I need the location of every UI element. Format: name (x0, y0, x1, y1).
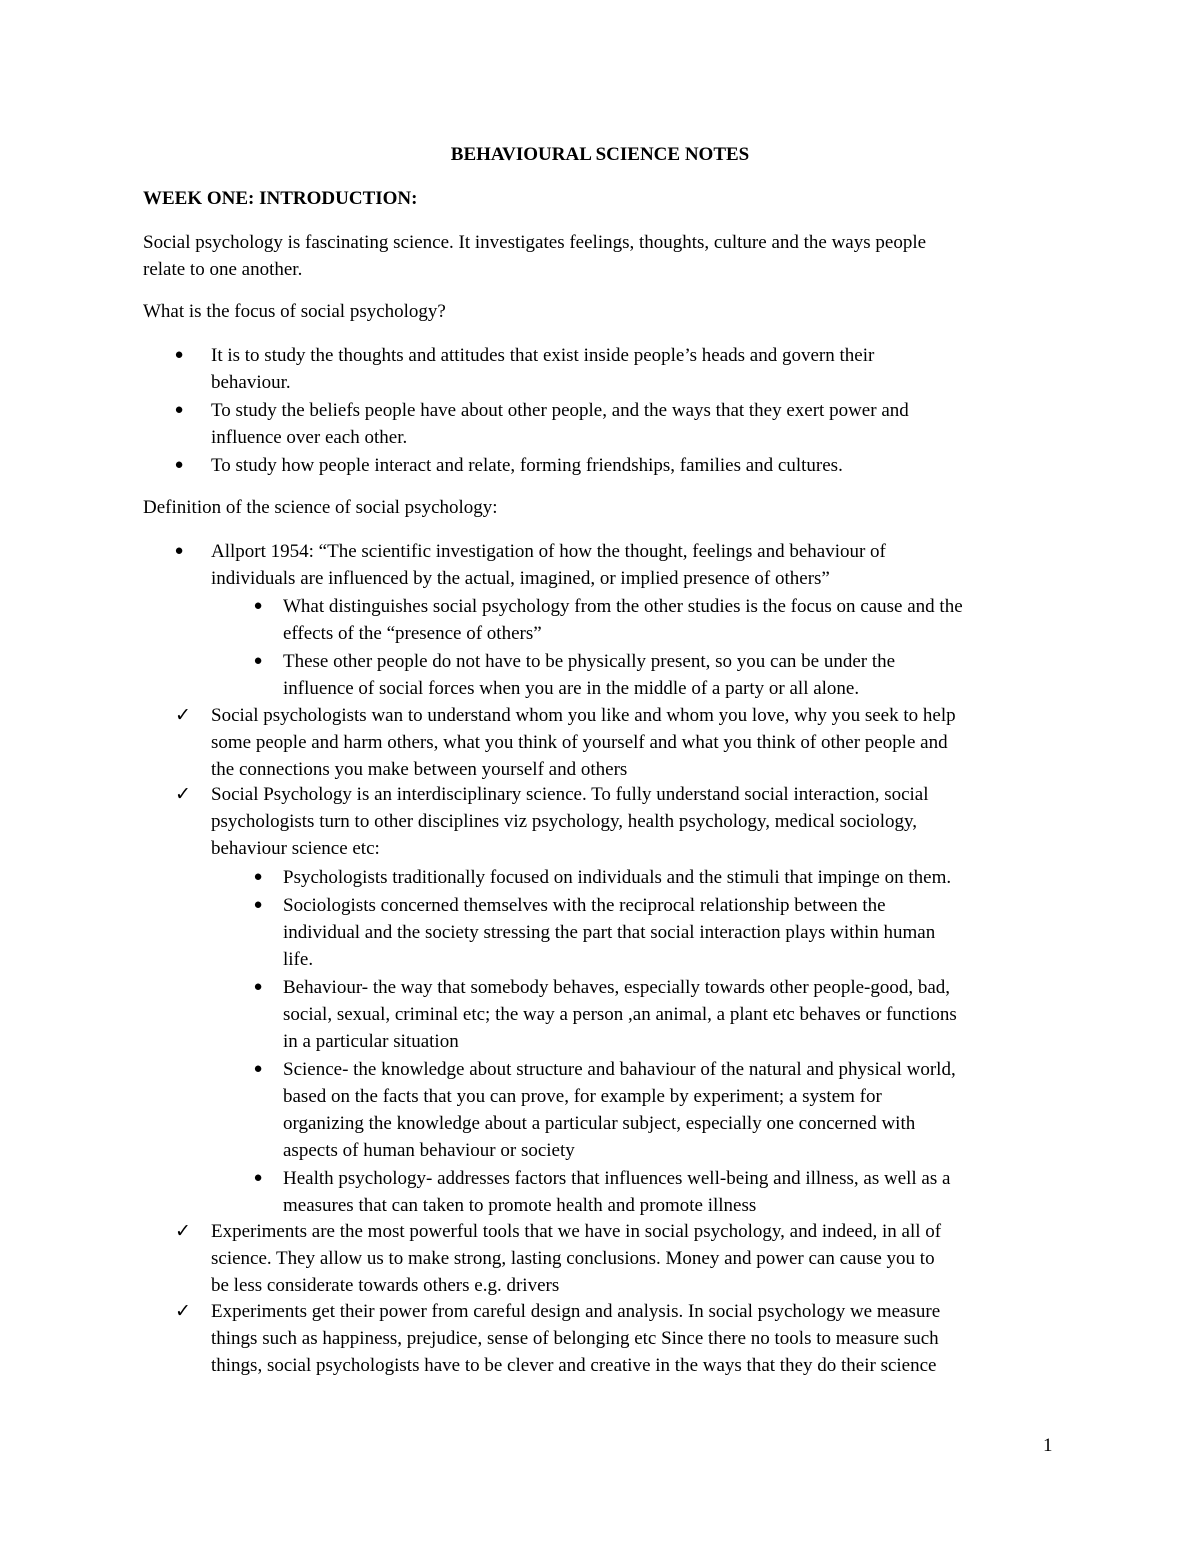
focus-question: What is the focus of social psychology? (143, 301, 446, 322)
check-item: Social psychologists wan to understand whom you like and whom you love, why you seek to help (211, 705, 956, 726)
intro-line: relate to one another. (143, 259, 303, 280)
sub-list-item: life. (283, 949, 314, 970)
bullet-icon: ● (253, 653, 263, 669)
sub-list-item: These other people do not have to be physically present, so you can be under the (283, 651, 896, 672)
check-item: be less considerate towards others e.g. drivers (211, 1275, 560, 1296)
checkmark-icon: ✓ (175, 784, 191, 805)
sub-list-item: What distinguishes social psychology from the other studies is the focus on cause and the (283, 596, 963, 617)
page-number: 1 (1043, 1435, 1053, 1456)
checkmark-icon: ✓ (175, 1221, 191, 1242)
bullet-icon: ● (174, 457, 184, 473)
bullet-icon: ● (253, 897, 263, 913)
sub-list-item: Psychologists traditionally focused on individuals and the stimuli that impinge on them. (283, 867, 952, 888)
check-item: behaviour science etc: (211, 838, 380, 859)
sub-list-item: Science- the knowledge about structure and bahaviour of the natural and physical world, (283, 1059, 956, 1080)
bullet-icon: ● (253, 598, 263, 614)
check-item: science. They allow us to make strong, lasting conclusions. Money and power can cause you to (211, 1248, 935, 1269)
list-item: influence over each other. (211, 427, 408, 448)
list-item: To study the beliefs people have about other people, and the ways that they exert power and (211, 400, 909, 421)
week-heading: WEEK ONE: INTRODUCTION: (143, 188, 418, 209)
sub-list-item: measures that can taken to promote health and promote illness (283, 1195, 757, 1216)
sub-list-item: organizing the knowledge about a particular subject, especially one concerned with (283, 1113, 916, 1134)
bullet-icon: ● (253, 1061, 263, 1077)
list-item: It is to study the thoughts and attitudes that exist inside people’s heads and govern their (211, 345, 875, 366)
bullet-icon: ● (253, 1170, 263, 1186)
list-item: To study how people interact and relate, forming friendships, families and cultures. (211, 455, 843, 476)
intro-line: Social psychology is fascinating science. It investigates feelings, thoughts, culture and the ways people (143, 232, 927, 253)
bullet-icon: ● (253, 869, 263, 885)
definition-heading: Definition of the science of social psychology: (143, 497, 498, 518)
sub-list-item: influence of social forces when you are in the middle of a party or all alone. (283, 678, 860, 699)
sub-list-item: effects of the “presence of others” (283, 623, 542, 644)
document-title: BEHAVIOURAL SCIENCE NOTES (450, 144, 750, 165)
check-item: things, social psychologists have to be clever and creative in the ways that they do their science (211, 1355, 937, 1376)
sub-list-item: individual and the society stressing the part that social interaction plays within human (283, 922, 936, 943)
bullet-icon: ● (174, 347, 184, 363)
list-item: Allport 1954: “The scientific investigation of how the thought, feelings and behaviour of (211, 541, 886, 562)
check-item: the connections you make between yourself and others (211, 759, 628, 780)
checkmark-icon: ✓ (175, 705, 191, 726)
check-item: Experiments get their power from careful design and analysis. In social psychology we measure (211, 1301, 941, 1322)
list-item: individuals are influenced by the actual, imagined, or implied presence of others” (211, 568, 830, 589)
bullet-icon: ● (174, 402, 184, 418)
bullet-icon: ● (253, 979, 263, 995)
sub-list-item: social, sexual, criminal etc; the way a person ,an animal, a plant etc behaves or functions (283, 1004, 957, 1025)
check-item: some people and harm others, what you think of yourself and what you think of other people and (211, 732, 948, 753)
check-item: Experiments are the most powerful tools that we have in social psychology, and indeed, in all of (211, 1221, 942, 1242)
sub-list-item: based on the facts that you can prove, for example by experiment; a system for (283, 1086, 882, 1107)
sub-list-item: in a particular situation (283, 1031, 459, 1052)
checkmark-icon: ✓ (175, 1301, 191, 1322)
check-item: psychologists turn to other disciplines viz psychology, health psychology, medical sociology, (211, 811, 918, 832)
check-item: Social Psychology is an interdisciplinary science. To fully understand social interaction, social (211, 784, 929, 805)
check-item: things such as happiness, prejudice, sense of belonging etc Since there no tools to measure such (211, 1328, 939, 1349)
bullet-icon: ● (174, 543, 184, 559)
sub-list-item: Sociologists concerned themselves with the reciprocal relationship between the (283, 895, 886, 916)
list-item: behaviour. (211, 372, 291, 393)
sub-list-item: Health psychology- addresses factors that influences well-being and illness, as well as a (283, 1168, 951, 1189)
sub-list-item: Behaviour- the way that somebody behaves, especially towards other people-good, bad, (283, 977, 951, 998)
sub-list-item: aspects of human behaviour or society (283, 1140, 575, 1161)
